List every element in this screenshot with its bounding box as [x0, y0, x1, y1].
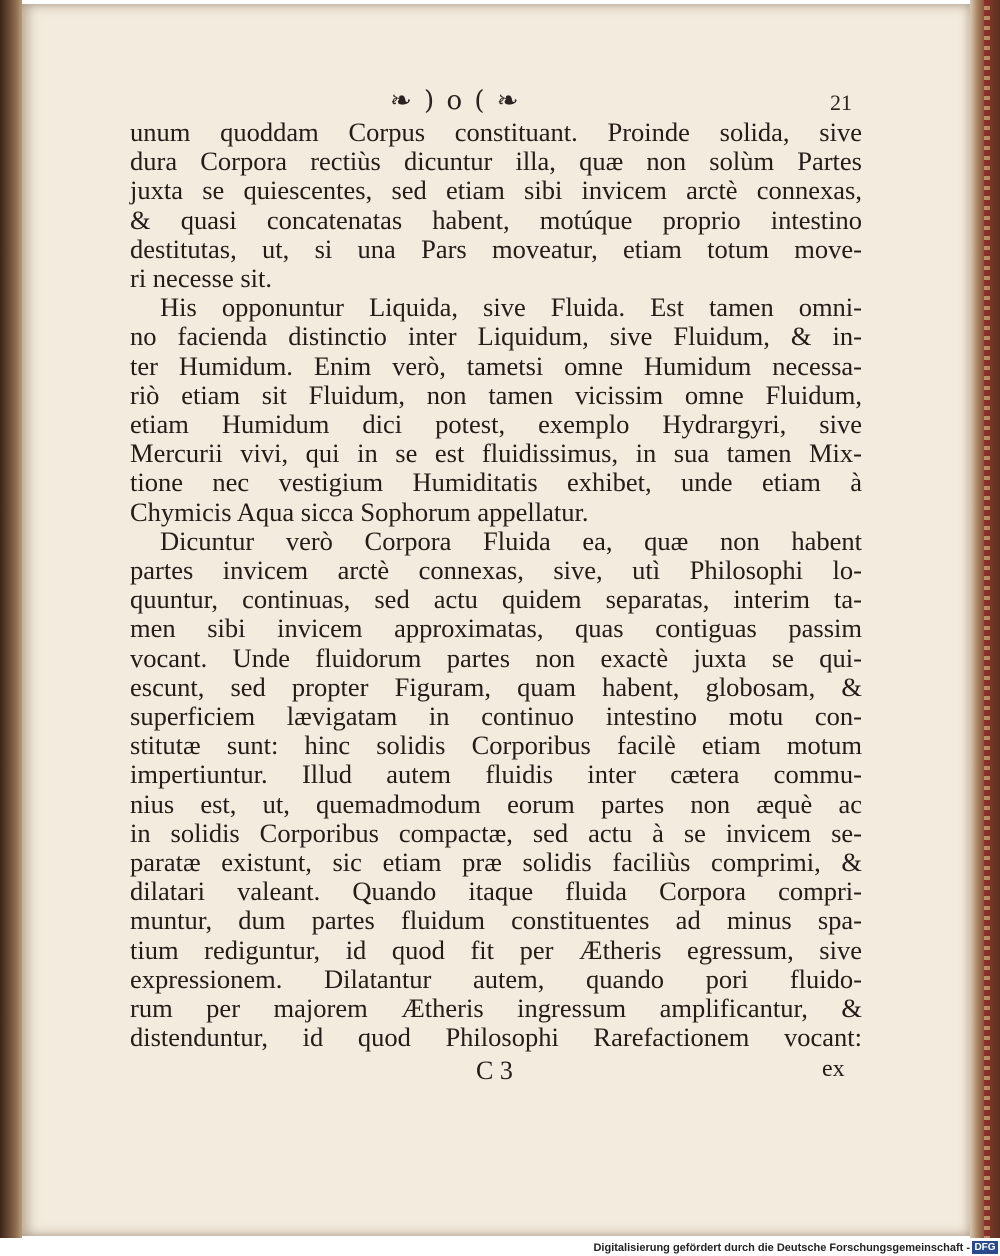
dfg-logo-icon: DFG — [972, 1241, 998, 1254]
page-header — [22, 86, 970, 120]
text-line: tione nec vestigium Humiditatis exhibet, unde etiam à — [130, 467, 862, 498]
header-ornament: ❧ ) o ( ❧ — [390, 86, 521, 116]
text-line: juxta se quiescentes, sed etiam sibi invicem arctè connexas, — [130, 175, 862, 206]
text-line: quuntur, continuas, sed actu quidem separatas, interim ta- — [130, 584, 862, 615]
book-page — [22, 4, 970, 1236]
book-binding-right — [970, 0, 1000, 1238]
text-line: paratæ existunt, sic etiam præ solidis faciliùs comprimi, & — [130, 847, 862, 878]
text-line: unum quoddam Corpus constituant. Proinde solida, sive — [130, 117, 862, 147]
text-line: ri necesse sit. — [130, 263, 273, 294]
text-line: superficiem lævigatam in continuo intestino motu con- — [130, 701, 862, 732]
text-line: vocant. Unde fluidorum partes non exactè juxta se qui- — [130, 642, 862, 673]
page-edges — [984, 0, 990, 1238]
text-line: etiam Humidum dici potest, exemplo Hydrargyri, sive — [130, 409, 862, 440]
text-line: escunt, sed propter Figuram, quam habent, globosam, & — [130, 671, 862, 702]
text-line: in solidis Corporibus compactæ, sed actu à se invicem se- — [130, 817, 862, 848]
text-line: muntur, dum partes fluidum constituentes ad minus spa- — [130, 905, 862, 936]
text-line: & quasi concatenatas habent, motúque proprio intestino — [130, 204, 862, 235]
text-line: men sibi invicem approximatas, quas contiguas passim — [130, 613, 862, 644]
text-line: tium rediguntur, id quod fit per Ætheris egressum, sive — [130, 934, 862, 965]
text-line: Chymicis Aqua sicca Sophorum appellatur. — [130, 496, 589, 527]
text-line: impertiuntur. Illud autem fluidis inter cætera commu- — [130, 759, 862, 790]
text-line: ter Humidum. Enim verò, tametsi omne Humidum necessa- — [130, 350, 862, 381]
credit-bar — [0, 1238, 1000, 1256]
text-line: riò etiam sit Fluidum, non tamen vicissim omne Fluidum, — [130, 379, 862, 410]
text-line: dura Corpora rectiùs dicuntur illa, quæ non solùm Partes — [130, 146, 862, 177]
text-line: nius est, ut, quemadmodum eorum partes non æquè ac — [130, 788, 862, 819]
text-line: dilatari valeant. Quando itaque fluida Corpora compri- — [130, 876, 862, 907]
text-line: rum per majorem Ætheris ingressum amplificantur, & — [130, 993, 862, 1024]
page-number: 21 — [830, 90, 852, 115]
text-line: no facienda distinctio inter Liquidum, sive Fluidum, & in- — [130, 321, 862, 352]
text-line: destitutas, ut, si una Pars moveatur, etiam totum move- — [130, 233, 862, 264]
text-line: His opponuntur Liquida, sive Fluida. Est tamen omni- — [160, 292, 862, 323]
signature-mark: C 3 — [476, 1056, 513, 1085]
catchword: ex — [822, 1056, 845, 1082]
text-line: Dicuntur verò Corpora Fluida ea, quæ non habent — [160, 525, 862, 556]
text-line: Mercurii vivi, qui in se est fluidissimus, in sua tamen Mix- — [130, 438, 862, 469]
credit-text: Digitalisierung gefördert durch die Deutsche Forschungsgemeinschaft - — [593, 1242, 970, 1254]
text-line: distenduntur, id quod Philosophi Rarefactionem vocant: — [130, 1022, 862, 1053]
text-line: partes invicem arctè connexas, sive, utì Philosophi lo- — [130, 555, 862, 586]
text-line: stitutæ sunt: hinc solidis Corporibus facilè etiam motum — [130, 730, 862, 761]
text-line: expressionem. Dilatantur autem, quando pori fluido- — [130, 963, 862, 994]
body-text — [130, 118, 862, 1053]
book-binding-left — [0, 0, 22, 1238]
